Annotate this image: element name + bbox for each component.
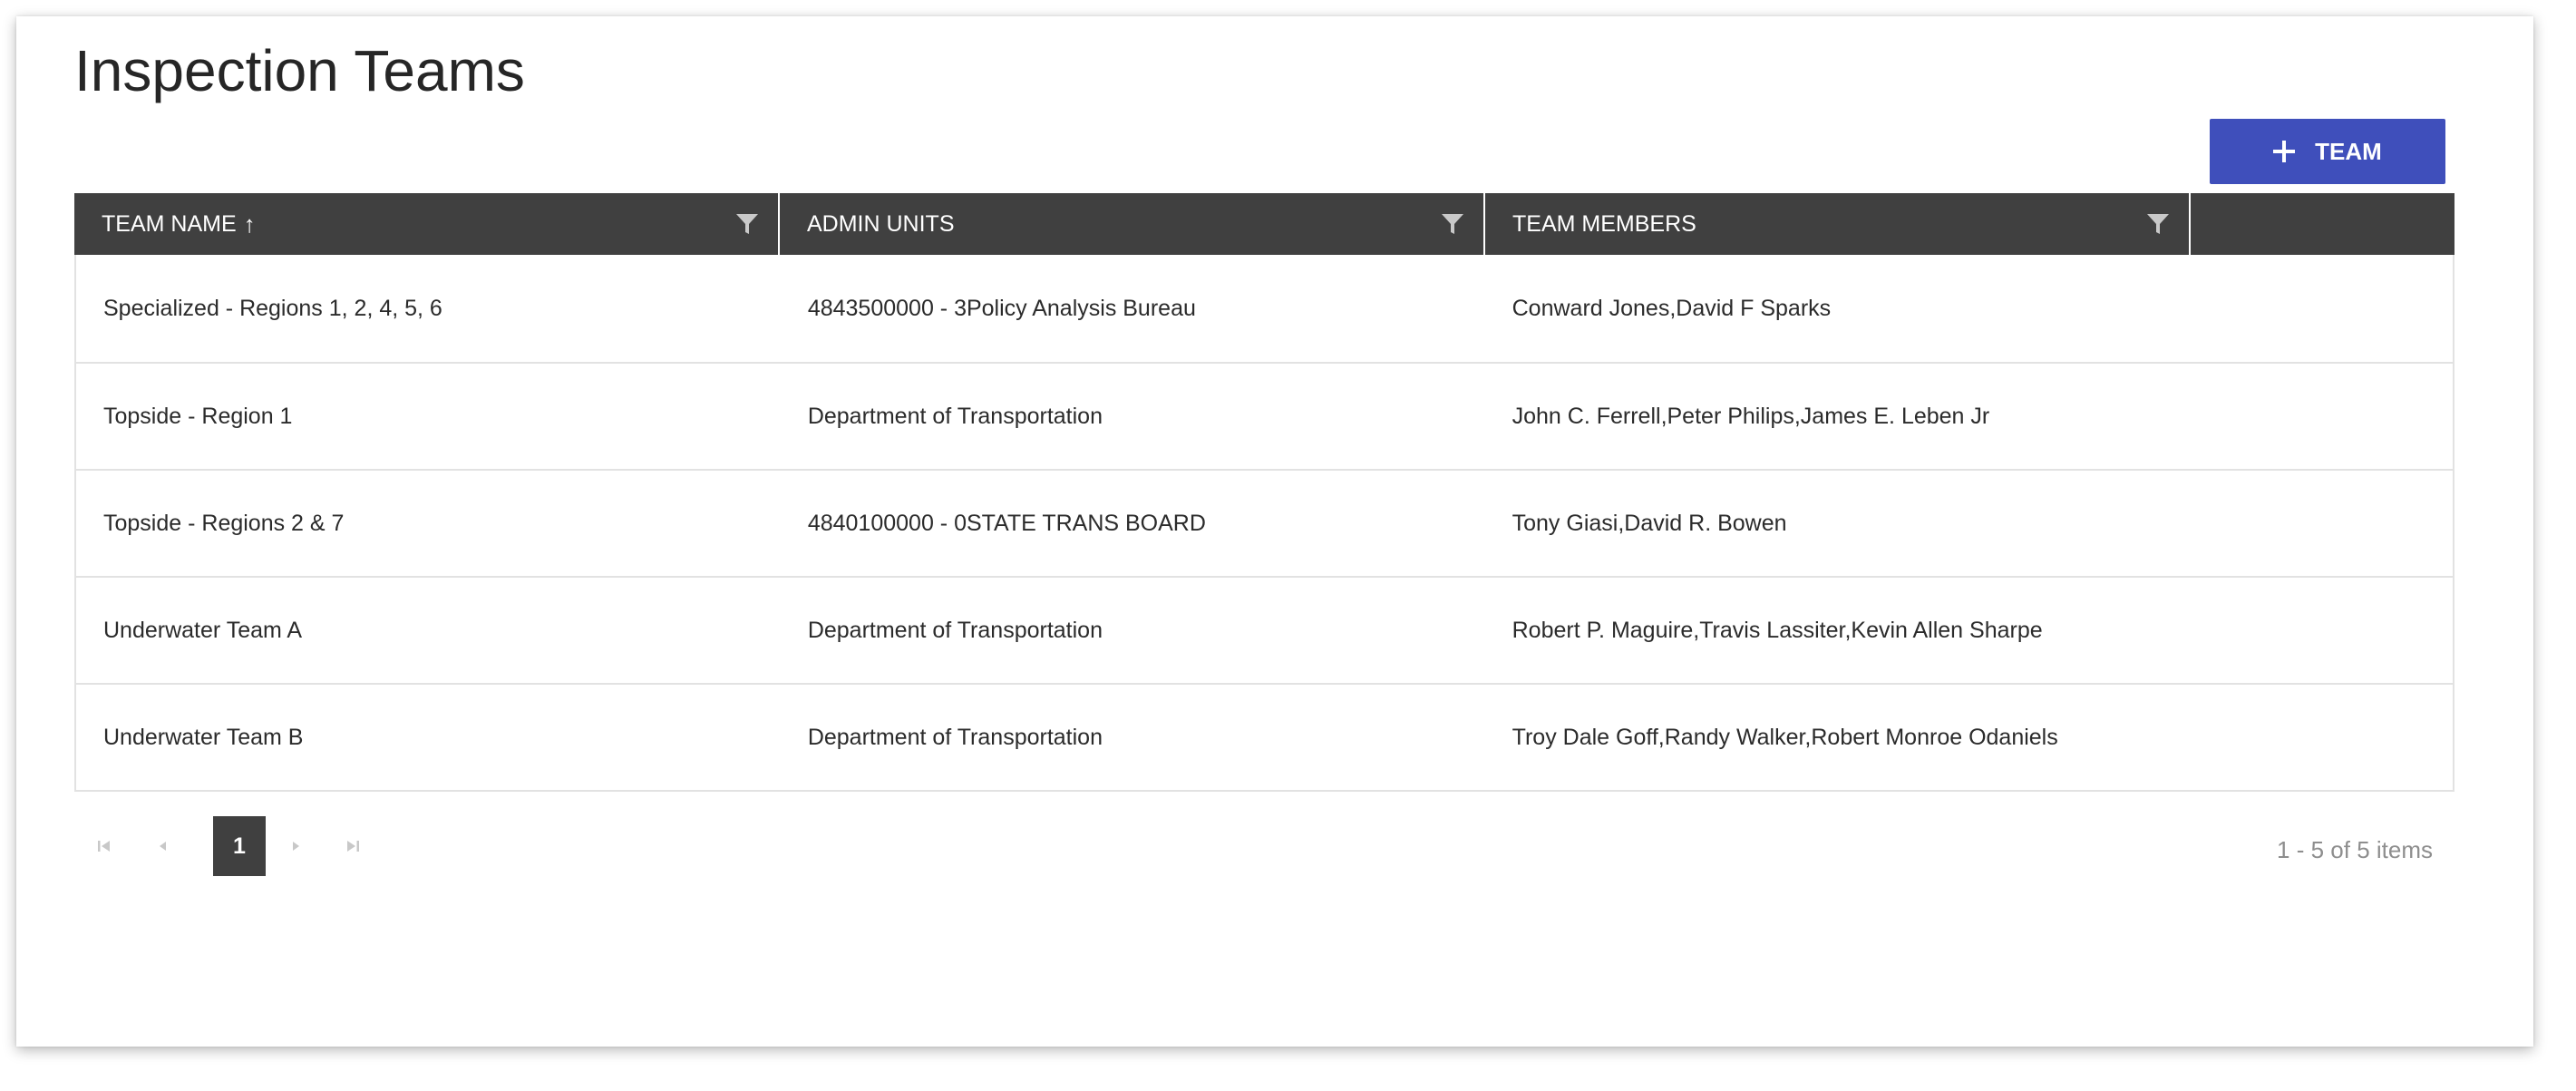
current-page-button[interactable]: 1: [213, 816, 266, 876]
cell-team-name: Underwater Team B: [103, 724, 304, 750]
column-header-admin-units[interactable]: [780, 193, 1485, 255]
table-row[interactable]: [76, 255, 2453, 362]
table-row[interactable]: [76, 469, 2453, 576]
column-label-team-name: TEAM NAME: [102, 210, 237, 237]
cell-actions: [2189, 255, 2453, 362]
sort-ascending-icon: ↑: [243, 210, 256, 238]
column-header-actions: [2191, 193, 2454, 255]
table-row[interactable]: [76, 362, 2453, 469]
grid-header: [74, 193, 2454, 255]
app-window: [16, 16, 2533, 1047]
cell-team-name: Specialized - Regions 1, 2, 4, 5, 6: [103, 295, 442, 321]
table-row[interactable]: [76, 576, 2453, 683]
add-team-button[interactable]: [2210, 119, 2445, 184]
first-page-button[interactable]: [78, 816, 131, 876]
column-header-team-name[interactable]: [74, 193, 780, 255]
page-title: Inspection Teams: [74, 38, 525, 103]
filter-icon[interactable]: [734, 211, 760, 237]
cell-actions: [2189, 471, 2453, 576]
previous-page-button[interactable]: [136, 816, 189, 876]
cell-admin-units: Department of Transportation: [807, 724, 1103, 750]
grid-body: [74, 255, 2454, 792]
cell-team-name: Topside - Regions 2 & 7: [103, 510, 345, 536]
cell-team-members: Conward Jones,David F Sparks: [1512, 295, 1832, 321]
cell-admin-units: 4840100000 - 0STATE TRANS BOARD: [807, 510, 1206, 536]
cell-team-members: Troy Dale Goff,Randy Walker,Robert Monroe Odaniels: [1512, 724, 2058, 750]
plus-icon: [2273, 141, 2295, 162]
cell-actions: [2189, 364, 2453, 469]
cell-admin-units: Department of Transportation: [807, 617, 1103, 643]
last-page-button[interactable]: [326, 816, 379, 876]
column-label-admin-units: ADMIN UNITS: [807, 210, 955, 237]
teams-grid: [74, 193, 2454, 792]
cell-actions: [2189, 578, 2453, 683]
cell-team-name: Underwater Team A: [103, 617, 303, 643]
add-team-label: TEAM: [2315, 137, 2382, 165]
first-page-icon: [96, 838, 112, 854]
cell-team-members: Tony Giasi,David R. Bowen: [1512, 510, 1787, 536]
next-page-icon: [288, 838, 305, 854]
cell-admin-units: 4843500000 - 3Policy Analysis Bureau: [807, 295, 1196, 321]
cell-team-members: John C. Ferrell,Peter Philips,James E. Leben Jr: [1512, 403, 1990, 429]
next-page-button[interactable]: [270, 816, 323, 876]
cell-team-name: Topside - Region 1: [103, 403, 293, 429]
table-row[interactable]: [76, 683, 2453, 790]
cell-team-members: Robert P. Maguire,Travis Lassiter,Kevin Allen Sharpe: [1512, 617, 2043, 643]
filter-icon[interactable]: [2145, 211, 2171, 237]
column-label-team-members: TEAM MEMBERS: [1512, 210, 1696, 237]
cell-admin-units: Department of Transportation: [807, 403, 1103, 429]
last-page-icon: [345, 838, 361, 854]
pager: [74, 813, 2454, 876]
column-header-team-members[interactable]: [1485, 193, 2191, 255]
cell-actions: [2189, 685, 2453, 790]
previous-page-icon: [154, 838, 170, 854]
filter-icon[interactable]: [1440, 211, 1465, 237]
pager-info: 1 - 5 of 5 items: [2277, 836, 2433, 863]
